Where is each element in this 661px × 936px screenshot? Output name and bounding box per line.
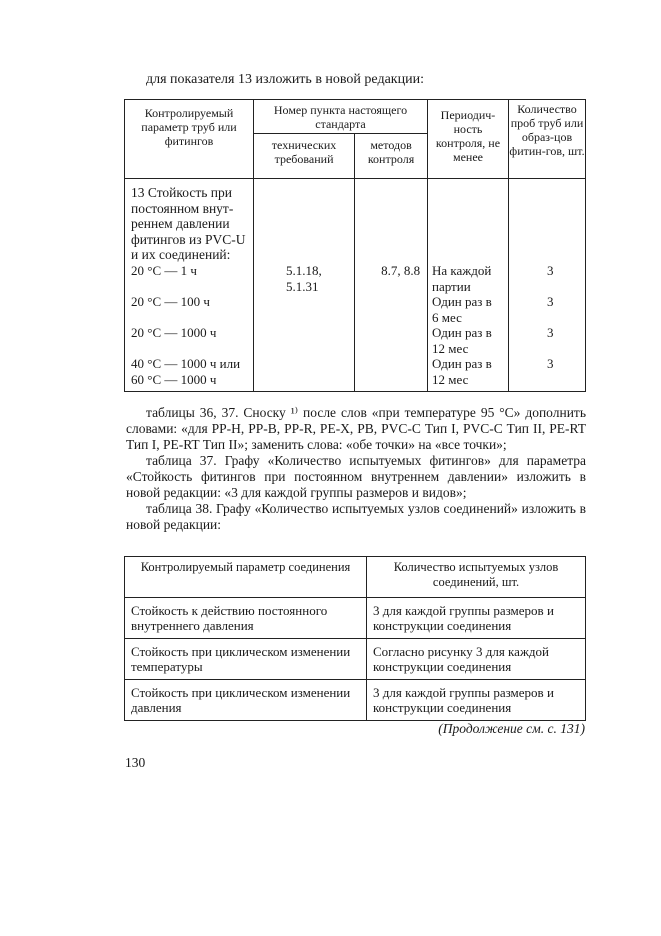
table-row <box>125 598 586 639</box>
method-clause: 8.7, 8.8 <box>381 263 421 278</box>
qty-value: 3 <box>547 263 554 278</box>
joint-qty: 3 для каждой группы размеров и конструкции соединения <box>367 598 586 639</box>
period-value: Один раз в <box>432 294 492 309</box>
header-qty: Количество проб труб или образ-цов фитин-гов, шт. <box>509 100 586 179</box>
period-value: 12 мес <box>432 341 469 356</box>
period-cell <box>428 179 509 392</box>
qty-cell <box>509 179 586 392</box>
intro-text: для показателя 13 изложить в новой редакции: <box>146 72 424 87</box>
param-title: 13 Стойкость при постоянном внут-реннем давлении фитингов из PVC-U и их соединений: <box>131 185 246 262</box>
joint-param: Стойкость при циклическом изменении температуры <box>125 639 367 680</box>
header-methods: методов контроля <box>355 134 428 179</box>
header-joint-qty: Количество испытуемых узлов соединений, шт. <box>367 557 586 598</box>
table-row <box>125 639 586 680</box>
page-number: 130 <box>125 755 146 770</box>
tech-clause: 5.1.18, <box>286 263 322 278</box>
param-row: 20 °С — 100 ч <box>131 294 210 309</box>
joint-qty: 3 для каждой группы размеров и конструкции соединения <box>367 680 586 721</box>
period-value: На каждой <box>432 263 492 278</box>
param-row: 20 °С — 1 ч <box>131 263 197 278</box>
header-param: Контролируемый параметр труб или фитингов <box>125 100 254 179</box>
qty-value: 3 <box>547 356 554 371</box>
table-row <box>125 680 586 721</box>
header-joint-param: Контролируемый параметр соединения <box>125 557 367 598</box>
paragraph-table-37: таблица 37. Графу «Количество испытуемых фитингов» для параметра «Стойкость фитингов при постоянном внутреннем давлении» изложить в новой редакции: «3 для каждой группы размеров и видов»; <box>126 453 586 500</box>
period-value: Один раз в <box>432 356 492 371</box>
header-clause-group: Номер пункта настоящего стандарта <box>254 100 428 134</box>
method-clause-cell <box>355 179 428 392</box>
table-fitting-tests <box>124 99 586 392</box>
param-row: 60 °С — 1000 ч <box>131 372 217 387</box>
period-value: 6 мес <box>432 310 462 325</box>
tech-clause-cell <box>254 179 355 392</box>
paragraph-tables-36-37: таблицы 36, 37. Сноску ¹⁾ после слов «при температуре 95 °С» дополнить словами: «для PP-H, PP-B, PP-R, PE-X, PB, PVC-C Тип I, PVC-C Тип II, PE-RT Тип I, PE-RT Тип II»; заменить слова: «обе точки» на «все точки»; <box>126 405 586 452</box>
param-row: 40 °С — 1000 ч или <box>131 356 241 371</box>
joint-param: Стойкость при циклическом изменении давления <box>125 680 367 721</box>
tech-clause: 5.1.31 <box>286 279 319 294</box>
joint-param: Стойкость к действию постоянного внутреннего давления <box>125 598 367 639</box>
period-value: 12 мес <box>432 372 469 387</box>
qty-value: 3 <box>547 325 554 340</box>
table-joint-tests <box>124 556 586 721</box>
body-text <box>126 405 586 533</box>
period-value: партии <box>432 279 471 294</box>
joint-qty: Согласно рисунку 3 для каждой конструкции соединения <box>367 639 586 680</box>
header-tech: технических требований <box>254 134 355 179</box>
paragraph-table-38: таблица 38. Графу «Количество испытуемых узлов соединений» изложить в новой редакции: <box>126 501 586 532</box>
param-row: 20 °С — 1000 ч <box>131 325 217 340</box>
continuation-note: (Продолжение см. с. 131) <box>438 721 585 736</box>
period-value: Один раз в <box>432 325 492 340</box>
param-cell <box>125 179 254 392</box>
header-period: Периодич-ность контроля, не менее <box>428 100 509 179</box>
qty-value: 3 <box>547 294 554 309</box>
